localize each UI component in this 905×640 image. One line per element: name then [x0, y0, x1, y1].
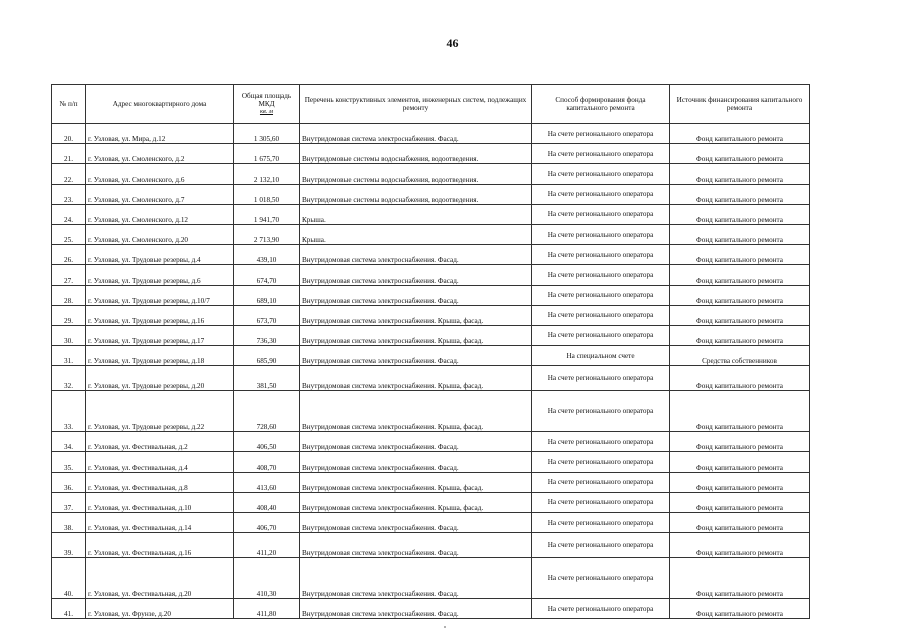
cell-method: На счете регионального оператора [532, 533, 670, 558]
cell-works: Внутридомовая система электроснабжения. Фасад. [300, 432, 532, 452]
cell-source: Фонд капитального ремонта [670, 204, 810, 224]
cell-address: г. Узловая, ул. Трудовые резервы, д.22 [86, 391, 234, 432]
cell-works: Внутридомовая система электроснабжения. Фасад. [300, 558, 532, 599]
cell-num: 41. [52, 599, 86, 619]
cell-method: На счете регионального оператора [532, 558, 670, 599]
cell-num: 36. [52, 472, 86, 492]
header-area-label: Общая площадь МКД [241, 92, 292, 108]
cell-area: 408,40 [234, 492, 300, 512]
cell-num: 32. [52, 366, 86, 391]
cell-source: Фонд капитального ремонта [670, 492, 810, 512]
cell-num: 21. [52, 144, 86, 164]
cell-method: На счете регионального оператора [532, 599, 670, 619]
cell-source: Фонд капитального ремонта [670, 124, 810, 144]
cell-address: г. Узловая, ул. Фестивальная, д.14 [86, 513, 234, 533]
table-row [52, 558, 810, 599]
cell-num: 27. [52, 265, 86, 285]
cell-area: 406,70 [234, 513, 300, 533]
cell-method: На специальном счете [532, 346, 670, 366]
cell-address: г. Узловая, ул. Смоленского, д.2 [86, 144, 234, 164]
cell-area: 406,50 [234, 432, 300, 452]
cell-works: Внутридомовая система электроснабжения. Крыша, фасад. [300, 366, 532, 391]
cell-source: Фонд капитального ремонта [670, 305, 810, 325]
page-number: 46 [446, 36, 459, 50]
cell-method: На счете регионального оператора [532, 366, 670, 391]
cell-works: Крыша. [300, 224, 532, 244]
table-header-row [52, 85, 810, 124]
table-row [52, 599, 810, 619]
cell-num: 34. [52, 432, 86, 452]
cell-source: Фонд капитального ремонта [670, 265, 810, 285]
cell-area: 689,10 [234, 285, 300, 305]
cell-method: На счете регионального оператора [532, 492, 670, 512]
cell-works: Внутридомовые системы водоснабжения, водоотведения. [300, 184, 532, 204]
cell-area: 728,60 [234, 391, 300, 432]
table-row [52, 533, 810, 558]
header-source: Источник финансирования капитального ремонта [670, 85, 810, 124]
cell-area: 411,80 [234, 599, 300, 619]
table-row [52, 265, 810, 285]
cell-address: г. Узловая, ул. Фрунзе, д.20 [86, 599, 234, 619]
header-area-unit: кв. м [259, 108, 274, 115]
table-row [52, 124, 810, 144]
repair-table [51, 84, 810, 619]
table-row [52, 285, 810, 305]
cell-area: 411,20 [234, 533, 300, 558]
cell-num: 25. [52, 224, 86, 244]
cell-num: 24. [52, 204, 86, 224]
cell-area: 1 941,70 [234, 204, 300, 224]
cell-source: Фонд капитального ремонта [670, 558, 810, 599]
cell-address: г. Узловая, ул. Фестивальная, д.10 [86, 492, 234, 512]
cell-num: 31. [52, 346, 86, 366]
cell-address: г. Узловая, ул. Фестивальная, д.2 [86, 432, 234, 452]
cell-source: Фонд капитального ремонта [670, 224, 810, 244]
cell-method: На счете регионального оператора [532, 285, 670, 305]
cell-address: г. Узловая, ул. Фестивальная, д.4 [86, 452, 234, 472]
cell-num: 30. [52, 325, 86, 345]
cell-works: Внутридомовая система электроснабжения. Крыша, фасад. [300, 391, 532, 432]
table-row [52, 144, 810, 164]
cell-method: На счете регионального оператора [532, 325, 670, 345]
cell-num: 22. [52, 164, 86, 184]
cell-address: г. Узловая, ул. Фестивальная, д.16 [86, 533, 234, 558]
table-row [52, 513, 810, 533]
cell-num: 35. [52, 452, 86, 472]
cell-area: 410,30 [234, 558, 300, 599]
cell-num: 29. [52, 305, 86, 325]
cell-address: г. Узловая, ул. Мира, д.12 [86, 124, 234, 144]
cell-source: Фонд капитального ремонта [670, 144, 810, 164]
cell-works: Внутридомовая система электроснабжения. Крыша, фасад. [300, 325, 532, 345]
header-num: № п/п [52, 85, 86, 124]
table-row [52, 164, 810, 184]
header-address: Адрес многоквартирного дома [86, 85, 234, 124]
table-body [52, 124, 810, 619]
cell-method: На счете регионального оператора [532, 391, 670, 432]
cell-area: 674,70 [234, 265, 300, 285]
cell-area: 1 305,60 [234, 124, 300, 144]
cell-num: 26. [52, 245, 86, 265]
cell-works: Внутридомовая система электроснабжения. Фасад. [300, 245, 532, 265]
cell-source: Фонд капитального ремонта [670, 391, 810, 432]
cell-address: г. Узловая, ул. Трудовые резервы, д.10/7 [86, 285, 234, 305]
cell-area: 408,70 [234, 452, 300, 472]
cell-works: Внутридомовая система электроснабжения. Фасад. [300, 452, 532, 472]
cell-source: Фонд капитального ремонта [670, 432, 810, 452]
cell-area: 2 132,10 [234, 164, 300, 184]
cell-works: Крыша. [300, 204, 532, 224]
cell-num: 33. [52, 391, 86, 432]
cell-method: На счете регионального оператора [532, 164, 670, 184]
table-row [52, 245, 810, 265]
table-row [52, 432, 810, 452]
cell-works: Внутридомовая система электроснабжения. Фасад. [300, 599, 532, 619]
cell-method: На счете регионального оператора [532, 184, 670, 204]
cell-works: Внутридомовая система электроснабжения. Фасад. [300, 346, 532, 366]
cell-address: г. Узловая, ул. Смоленского, д.20 [86, 224, 234, 244]
cell-works: Внутридомовая система электроснабжения. Крыша, фасад. [300, 492, 532, 512]
table-row [52, 472, 810, 492]
cell-area: 1 018,50 [234, 184, 300, 204]
cell-num: 23. [52, 184, 86, 204]
cell-area: 2 713,90 [234, 224, 300, 244]
cell-num: 38. [52, 513, 86, 533]
cell-works: Внутридомовая система электроснабжения. Фасад. [300, 265, 532, 285]
cell-num: 40. [52, 558, 86, 599]
cell-method: На счете регионального оператора [532, 432, 670, 452]
table-row [52, 184, 810, 204]
cell-method: На счете регионального оператора [532, 452, 670, 472]
cell-area: 381,50 [234, 366, 300, 391]
cell-area: 685,90 [234, 346, 300, 366]
cell-address: г. Узловая, ул. Фестивальная, д.8 [86, 472, 234, 492]
cell-works: Внутридомовая система электроснабжения. Крыша, фасад. [300, 305, 532, 325]
cell-source: Фонд капитального ремонта [670, 164, 810, 184]
cell-area: 673,70 [234, 305, 300, 325]
cell-address: г. Узловая, ул. Смоленского, д.12 [86, 204, 234, 224]
table-row [52, 204, 810, 224]
cell-works: Внутридомовая система электроснабжения. Крыша, фасад. [300, 472, 532, 492]
cell-method: На счете регионального оператора [532, 124, 670, 144]
cell-source: Фонд капитального ремонта [670, 285, 810, 305]
cell-address: г. Узловая, ул. Смоленского, д.6 [86, 164, 234, 184]
table-row [52, 305, 810, 325]
cell-method: На счете регионального оператора [532, 144, 670, 164]
cell-method: На счете регионального оператора [532, 472, 670, 492]
cell-source: Фонд капитального ремонта [670, 245, 810, 265]
cell-source: Фонд капитального ремонта [670, 452, 810, 472]
cell-method: На счете регионального оператора [532, 204, 670, 224]
cell-works: Внутридомовая система электроснабжения. Фасад. [300, 513, 532, 533]
cell-method: На счете регионального оператора [532, 513, 670, 533]
cell-method: На счете регионального оператора [532, 245, 670, 265]
cell-works: Внутридомовая система электроснабжения. Фасад. [300, 124, 532, 144]
table-row [52, 391, 810, 432]
header-method: Способ формирования фонда капитального ремонта [532, 85, 670, 124]
table-row [52, 366, 810, 391]
cell-method: На счете регионального оператора [532, 265, 670, 285]
cell-area: 736,30 [234, 325, 300, 345]
table-row [52, 452, 810, 472]
table-row [52, 224, 810, 244]
cell-address: г. Узловая, ул. Трудовые резервы, д.20 [86, 366, 234, 391]
table-row [52, 492, 810, 512]
cell-source: Фонд капитального ремонта [670, 366, 810, 391]
header-works: Перечень конструктивных элементов, инженерных систем, подлежащих ремонту [300, 85, 532, 124]
cell-works: Внутридомовая система электроснабжения. Фасад. [300, 285, 532, 305]
cell-area: 439,10 [234, 245, 300, 265]
cell-area: 1 675,70 [234, 144, 300, 164]
cell-num: 37. [52, 492, 86, 512]
cell-source: Фонд капитального ремонта [670, 472, 810, 492]
cell-works: Внутридомовые системы водоснабжения, водоотведения. [300, 144, 532, 164]
cell-address: г. Узловая, ул. Трудовые резервы, д.4 [86, 245, 234, 265]
cell-address: г. Узловая, ул. Трудовые резервы, д.17 [86, 325, 234, 345]
cell-address: г. Узловая, ул. Смоленского, д.7 [86, 184, 234, 204]
cell-source: Средства собственников [670, 346, 810, 366]
cell-address: г. Узловая, ул. Трудовые резервы, д.6 [86, 265, 234, 285]
table-row [52, 346, 810, 366]
cell-num: 20. [52, 124, 86, 144]
table-row [52, 325, 810, 345]
cell-source: Фонд капитального ремонта [670, 325, 810, 345]
cell-address: г. Узловая, ул. Трудовые резервы, д.18 [86, 346, 234, 366]
cell-source: Фонд капитального ремонта [670, 184, 810, 204]
cell-address: г. Узловая, ул. Фестивальная, д.20 [86, 558, 234, 599]
cell-method: На счете регионального оператора [532, 305, 670, 325]
cell-works: Внутридомовая система электроснабжения. Фасад. [300, 533, 532, 558]
cell-works: Внутридомовые системы водоснабжения, водоотведения. [300, 164, 532, 184]
cell-address: г. Узловая, ул. Трудовые резервы, д.16 [86, 305, 234, 325]
header-area [234, 85, 300, 124]
cell-source: Фонд капитального ремонта [670, 513, 810, 533]
cell-source: Фонд капитального ремонта [670, 533, 810, 558]
cell-num: 39. [52, 533, 86, 558]
cell-num: 28. [52, 285, 86, 305]
cell-method: На счете регионального оператора [532, 224, 670, 244]
cell-area: 413,60 [234, 472, 300, 492]
cell-source: Фонд капитального ремонта [670, 599, 810, 619]
scan-dot [444, 626, 446, 628]
